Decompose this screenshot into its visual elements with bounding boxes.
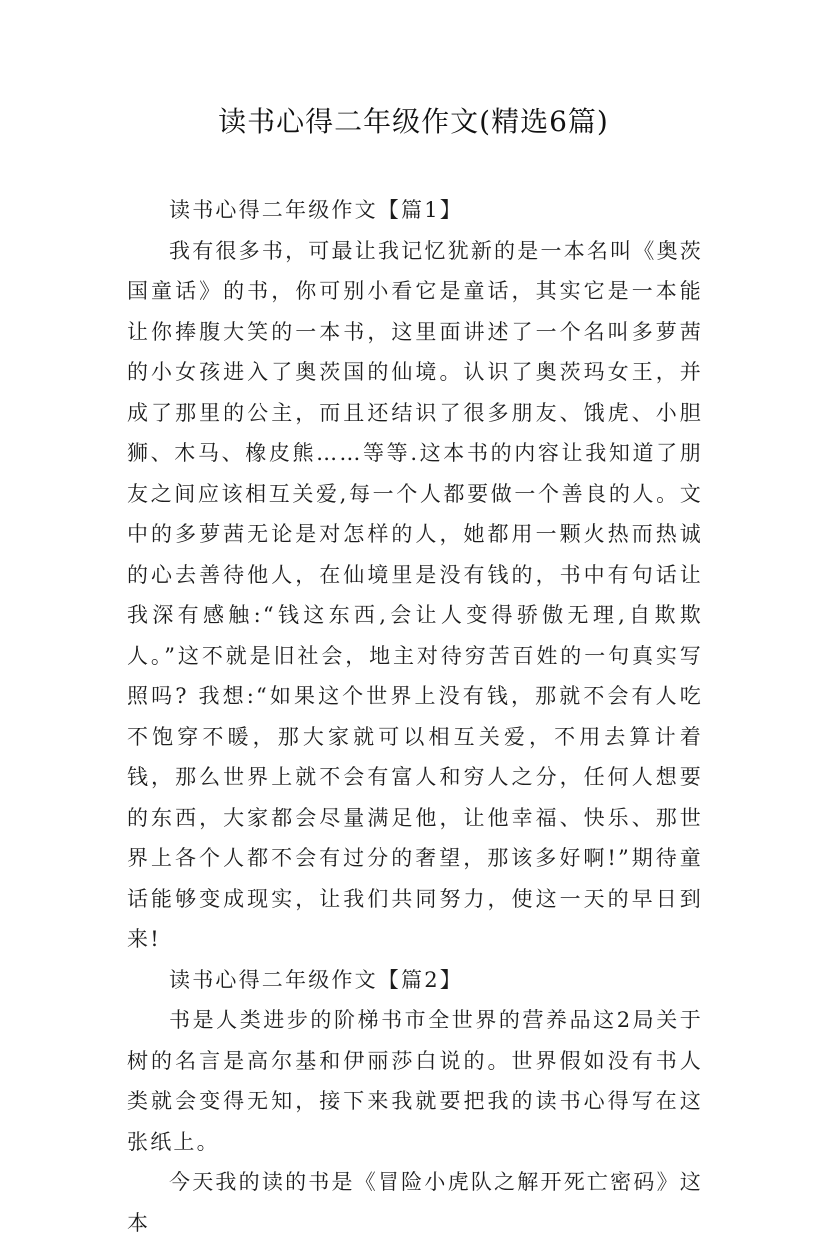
section-heading-1: 读书心得二年级作文【篇1】 <box>169 198 463 222</box>
document-body <box>127 190 703 1243</box>
section-heading-2: 读书心得二年级作文【篇2】 <box>169 967 463 992</box>
paragraph-2: 书是人类进步的阶梯书市全世界的营养品这2局关于树的名言是高尔基和伊丽莎白说的。世界假如没有书人类就会变得无知，接下来我就要把我的读书心得写在这张纸上。 <box>127 1008 703 1154</box>
paragraph-1: 我有很多书，可最让我记忆犹新的是一本名叫《奥茨国童话》的书，你可别小看它是童话，其实它是一本能让你捧腹大笑的一本书，这里面讲述了一个名叫多萝茜的小女孩进入了奥茨国的仙境。认识了奥茨玛女王，并成了那里的公主，而且还结识了很多朋友、饿虎、小胆狮、木马、橡皮熊……等等.这本书的内容让我知道了朋友之间应该相互关爱,每一个人都要做一个善良的人。文中的多萝茜无论是对怎样的人，她都用一颗火热而热诚的心去善待他人，在仙境里是没有钱的，书中有句话让我深有感触:“钱这东西,会让人变得骄傲无理,自欺欺人。”这不就是旧社会，地主对待穷苦百姓的一句真实写照吗? 我想:“如果这个世界上没有钱，那就不会有人吃不饱穿不暖，那大家就可以相互关爱，不用去算计着钱，那么世界上就不会有富人和穷人之分，任何人想要的东西，大家都会尽量满足他，让他幸福、快乐、那世界上各个人都不会有过分的奢望，那该多好啊!”期待童话能够变成现实，让我们共同努力，使这一天的早日到来! <box>127 238 703 951</box>
paragraph-3: 今天我的读的书是《冒险小虎队之解开死亡密码》这本 <box>127 1170 703 1235</box>
document-title: 读书心得二年级作文(精选6篇) <box>218 105 609 138</box>
